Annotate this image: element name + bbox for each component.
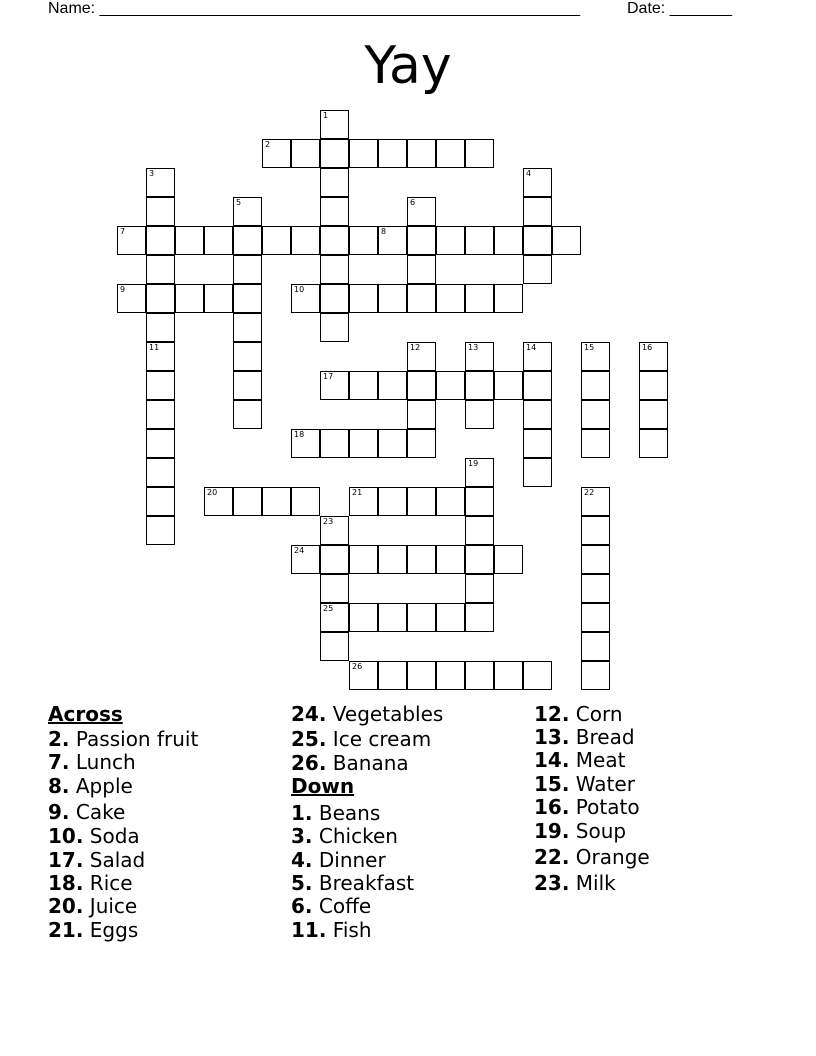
grid-cell[interactable] (349, 661, 378, 690)
grid-cell[interactable] (465, 284, 494, 313)
grid-cell[interactable] (581, 603, 610, 632)
grid-cell[interactable] (146, 168, 175, 197)
grid-cell[interactable] (465, 516, 494, 545)
clue-number: 22 (584, 488, 595, 497)
clue-number: 16 (642, 343, 653, 352)
clue-down-3: 3. Chicken (291, 824, 398, 848)
grid-cell[interactable] (436, 139, 465, 168)
clue-number: 6 (410, 198, 416, 207)
grid-cell[interactable] (639, 371, 668, 400)
grid-cell[interactable] (523, 400, 552, 429)
clue-down-13: 13. Bread (534, 725, 635, 749)
grid-cell[interactable] (204, 284, 233, 313)
grid-cell[interactable] (378, 487, 407, 516)
clue-number: 19 (468, 459, 479, 468)
grid-cell[interactable] (436, 284, 465, 313)
clue-number: 4 (526, 169, 532, 178)
grid-cell[interactable] (378, 429, 407, 458)
grid-cell[interactable] (146, 371, 175, 400)
grid-cell[interactable] (639, 429, 668, 458)
grid-cell[interactable] (320, 545, 349, 574)
clue-down-16: 16. Potato (534, 795, 640, 819)
grid-cell[interactable] (233, 226, 262, 255)
grid-cell[interactable] (436, 226, 465, 255)
clue-across-24: 24. Vegetables (291, 702, 444, 726)
clue-number: 21 (352, 488, 363, 497)
grid-cell[interactable] (204, 226, 233, 255)
clue-number: 25 (323, 604, 334, 613)
grid-cell[interactable] (146, 313, 175, 342)
grid-cell[interactable] (291, 545, 320, 574)
grid-cell[interactable] (291, 139, 320, 168)
clue-across-21: 21. Eggs (48, 918, 139, 942)
grid-cell[interactable] (291, 429, 320, 458)
grid-cell[interactable] (639, 342, 668, 371)
grid-cell[interactable] (436, 545, 465, 574)
clue-number: 17 (323, 372, 334, 381)
clue-number: 5 (236, 198, 242, 207)
grid-cell[interactable] (465, 226, 494, 255)
clue-number: 7 (120, 227, 126, 236)
clue-across-20: 20. Juice (48, 894, 138, 918)
grid-cell[interactable] (465, 139, 494, 168)
grid-cell[interactable] (146, 255, 175, 284)
grid-cell[interactable] (146, 458, 175, 487)
clue-down-15: 15. Water (534, 772, 635, 796)
grid-cell[interactable] (320, 603, 349, 632)
grid-cell[interactable] (581, 342, 610, 371)
grid-cell[interactable] (581, 661, 610, 690)
clue-number: 24 (294, 546, 305, 555)
grid-cell[interactable] (581, 400, 610, 429)
grid-cell[interactable] (581, 632, 610, 661)
grid-cell[interactable] (349, 284, 378, 313)
grid-cell[interactable] (146, 429, 175, 458)
clue-down-23: 23. Milk (534, 871, 616, 895)
grid-cell[interactable] (291, 284, 320, 313)
grid-cell[interactable] (233, 400, 262, 429)
grid-cell[interactable] (349, 371, 378, 400)
grid-cell[interactable] (407, 284, 436, 313)
grid-cell[interactable] (204, 487, 233, 516)
clue-across-2: 2. Passion fruit (48, 727, 199, 751)
grid-cell[interactable] (378, 371, 407, 400)
clue-down-1: 1. Beans (291, 801, 381, 825)
grid-cell[interactable] (581, 371, 610, 400)
grid-cell[interactable] (291, 487, 320, 516)
clue-number: 9 (120, 285, 126, 294)
grid-cell[interactable] (320, 371, 349, 400)
grid-cell[interactable] (320, 574, 349, 603)
grid-cell[interactable] (117, 284, 146, 313)
grid-cell[interactable] (320, 284, 349, 313)
clue-down-14: 14. Meat (534, 748, 626, 772)
grid-cell[interactable] (320, 168, 349, 197)
name-field[interactable]: Name: ______________________________________________________ (48, 0, 581, 17)
grid-cell[interactable] (552, 226, 581, 255)
grid-cell[interactable] (262, 226, 291, 255)
grid-cell[interactable] (494, 545, 523, 574)
grid-cell[interactable] (523, 458, 552, 487)
grid-cell[interactable] (407, 342, 436, 371)
grid-cell[interactable] (175, 226, 204, 255)
clue-number: 15 (584, 343, 595, 352)
grid-cell[interactable] (407, 197, 436, 226)
clue-across-26: 26. Banana (291, 751, 409, 775)
clue-number: 3 (149, 169, 155, 178)
grid-cell[interactable] (523, 255, 552, 284)
grid-cell[interactable] (262, 487, 291, 516)
puzzle-title: Yay (364, 36, 452, 96)
grid-cell[interactable] (465, 603, 494, 632)
grid-cell[interactable] (378, 284, 407, 313)
grid-cell[interactable] (407, 429, 436, 458)
grid-cell[interactable] (233, 342, 262, 371)
grid-cell[interactable] (523, 429, 552, 458)
grid-cell[interactable] (436, 487, 465, 516)
grid-cell[interactable] (465, 661, 494, 690)
clue-down-12: 12. Corn (534, 702, 623, 726)
worksheet-header (48, 0, 748, 20)
clue-number: 11 (149, 343, 160, 352)
grid-cell[interactable] (523, 342, 552, 371)
grid-cell[interactable] (581, 516, 610, 545)
grid-cell[interactable] (378, 545, 407, 574)
clue-across-9: 9. Cake (48, 800, 126, 824)
grid-cell[interactable] (146, 284, 175, 313)
grid-cell[interactable] (233, 284, 262, 313)
grid-cell[interactable] (465, 487, 494, 516)
grid-cell[interactable] (523, 661, 552, 690)
grid-cell[interactable] (146, 197, 175, 226)
across-heading: Across (48, 702, 123, 726)
clue-across-8: 8. Apple (48, 774, 133, 798)
grid-cell[interactable] (349, 139, 378, 168)
down-heading: Down (291, 774, 355, 798)
grid-cell[interactable] (407, 371, 436, 400)
grid-cell[interactable] (320, 197, 349, 226)
clue-across-17: 17. Salad (48, 848, 146, 872)
grid-cell[interactable] (349, 429, 378, 458)
grid-cell[interactable] (494, 284, 523, 313)
grid-cell[interactable] (407, 603, 436, 632)
date-field[interactable]: Date: _______ (627, 0, 732, 17)
clue-number: 20 (207, 488, 218, 497)
grid-cell[interactable] (320, 429, 349, 458)
grid-cell[interactable] (349, 487, 378, 516)
grid-cell[interactable] (407, 255, 436, 284)
grid-cell[interactable] (581, 574, 610, 603)
grid-cell[interactable] (494, 661, 523, 690)
grid-cell[interactable] (407, 400, 436, 429)
grid-cell[interactable] (146, 516, 175, 545)
clue-number: 26 (352, 662, 363, 671)
clue-down-19: 19. Soup (534, 819, 627, 843)
clue-down-22: 22. Orange (534, 845, 650, 869)
grid-cell[interactable] (523, 197, 552, 226)
clue-number: 1 (323, 111, 329, 120)
grid-cell[interactable] (407, 139, 436, 168)
grid-cell[interactable] (494, 371, 523, 400)
clue-number: 23 (323, 517, 334, 526)
grid-cell[interactable] (233, 255, 262, 284)
clue-number: 18 (294, 430, 305, 439)
grid-cell[interactable] (378, 226, 407, 255)
grid-cell[interactable] (465, 458, 494, 487)
grid-cell[interactable] (320, 632, 349, 661)
grid-cell[interactable] (320, 255, 349, 284)
grid-cell[interactable] (436, 371, 465, 400)
grid-cell[interactable] (320, 516, 349, 545)
grid-cell[interactable] (233, 313, 262, 342)
grid-cell[interactable] (407, 661, 436, 690)
clue-down-5: 5. Breakfast (291, 871, 415, 895)
grid-cell[interactable] (233, 371, 262, 400)
grid-cell[interactable] (378, 139, 407, 168)
clue-across-7: 7. Lunch (48, 750, 136, 774)
grid-cell[interactable] (320, 110, 349, 139)
clue-number: 8 (381, 227, 387, 236)
grid-cell[interactable] (523, 371, 552, 400)
grid-cell[interactable] (233, 487, 262, 516)
grid-cell[interactable] (436, 661, 465, 690)
clue-across-18: 18. Rice (48, 871, 133, 895)
grid-cell[interactable] (465, 574, 494, 603)
grid-cell[interactable] (465, 371, 494, 400)
grid-cell[interactable] (523, 226, 552, 255)
grid-cell[interactable] (465, 545, 494, 574)
grid-cell[interactable] (639, 400, 668, 429)
grid-cell[interactable] (117, 226, 146, 255)
clue-number: 14 (526, 343, 537, 352)
grid-cell[interactable] (146, 487, 175, 516)
grid-cell[interactable] (175, 284, 204, 313)
grid-cell[interactable] (233, 197, 262, 226)
grid-cell[interactable] (523, 168, 552, 197)
grid-cell[interactable] (146, 400, 175, 429)
clue-across-10: 10. Soda (48, 824, 140, 848)
clue-down-4: 4. Dinner (291, 848, 386, 872)
clue-across-25: 25. Ice cream (291, 727, 432, 751)
grid-cell[interactable] (581, 545, 610, 574)
grid-cell[interactable] (262, 139, 291, 168)
clue-down-11: 11. Fish (291, 918, 372, 942)
clue-number: 10 (294, 285, 305, 294)
grid-cell[interactable] (581, 429, 610, 458)
grid-cell[interactable] (465, 342, 494, 371)
clue-number: 12 (410, 343, 421, 352)
grid-cell[interactable] (436, 603, 465, 632)
grid-cell[interactable] (378, 603, 407, 632)
grid-cell[interactable] (407, 226, 436, 255)
grid-cell[interactable] (378, 661, 407, 690)
grid-cell[interactable] (494, 226, 523, 255)
grid-cell[interactable] (146, 342, 175, 371)
clue-number: 13 (468, 343, 479, 352)
grid-cell[interactable] (291, 226, 320, 255)
grid-cell[interactable] (581, 487, 610, 516)
grid-cell[interactable] (320, 226, 349, 255)
grid-cell[interactable] (465, 400, 494, 429)
grid-cell[interactable] (349, 603, 378, 632)
clue-number: 2 (265, 140, 271, 149)
grid-cell[interactable] (146, 226, 175, 255)
grid-cell[interactable] (407, 487, 436, 516)
clue-down-6: 6. Coffe (291, 894, 372, 918)
grid-cell[interactable] (407, 545, 436, 574)
grid-cell[interactable] (320, 313, 349, 342)
grid-cell[interactable] (349, 545, 378, 574)
grid-cell[interactable] (320, 139, 349, 168)
grid-cell[interactable] (349, 226, 378, 255)
